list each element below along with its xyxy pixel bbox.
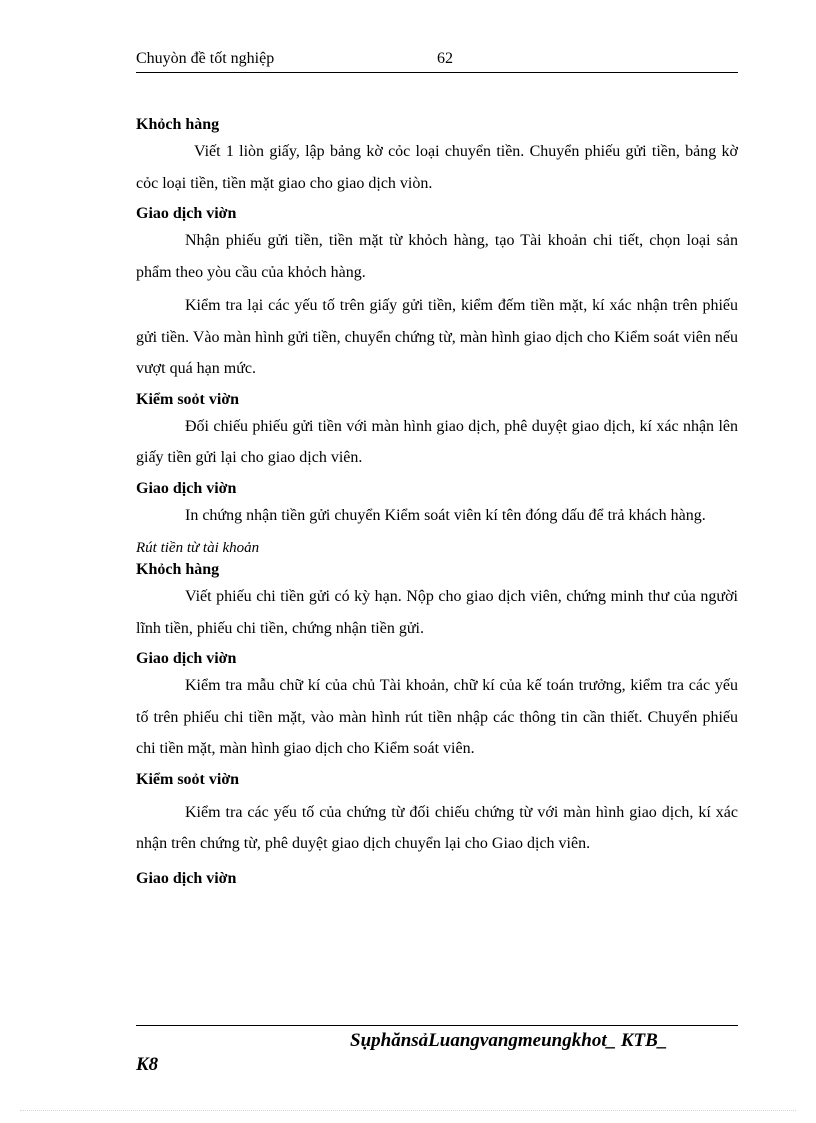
page-edge-dotted-line [20, 1110, 796, 1111]
body-paragraph: Kiểm tra lại các yếu tố trên giấy gửi tiền, kiểm đếm tiền mặt, kí xác nhận trên phiếu gửi tiền. Vào màn hình gửi tiền, chuyển chứng từ, màn hình giao dịch cho Kiểm soát viên nếu vượt quá hạn mức. [136, 297, 738, 377]
footer-author: SụphănsảLuangvangmeungkhot_ KTB_ [350, 1030, 668, 1051]
role-heading: Giao dịch viờn [136, 479, 237, 497]
role-heading: Giao dịch viờn [136, 650, 237, 667]
section-title: Rút tiền từ tài khoản [136, 540, 260, 556]
role-heading: Giao dịch viờn [136, 205, 237, 222]
body-paragraph: Đối chiếu phiếu gửi tiền với màn hình giao dịch, phê duyệt giao dịch, kí xác nhận lên giấy tiền gửi lại cho giao dịch viên. [136, 417, 738, 466]
document-title: Chuyòn đề tốt nghiệp [136, 50, 275, 67]
body-paragraph: Kiểm tra các yếu tố của chứng từ đối chiếu chứng từ với màn hình giao dịch, kí xác nhận trên chứng từ, phê duyệt giao dịch chuyển lại cho Giao dịch viên. [136, 803, 738, 852]
role-heading: Kiểm soỏt viờn [136, 390, 240, 408]
role-heading: Kiểm soỏt viờn [136, 770, 240, 788]
role-heading: Khỏch hàng [136, 561, 220, 578]
footer-class: K8 [136, 1054, 159, 1075]
role-heading: Khỏch hàng [136, 116, 220, 133]
page-body [136, 114, 738, 890]
body-paragraph: Viết phiếu chi tiền gửi có kỳ hạn. Nộp cho giao dịch viên, chứng minh thư của người lĩnh tiền, phiếu chi tiền, chứng nhận tiền gửi. [136, 588, 738, 637]
body-paragraph: Viết 1 liòn giấy, lập bảng kờ cỏc loại chuyển tiền. Chuyển phiếu gửi tiền, bảng kờ cỏc loại tiền, tiền mặt giao cho giao dịch viòn. [136, 143, 738, 192]
page-number: 62 [437, 50, 453, 67]
page-header [136, 50, 738, 73]
body-paragraph: In chứng nhận tiền gửi chuyển Kiểm soát viên kí tên đóng dấu để trả khách hàng. [185, 506, 706, 524]
role-heading: Giao dịch viờn [136, 869, 237, 887]
body-paragraph: Kiểm tra mẫu chữ kí của chủ Tài khoản, chữ kí của kế toán trưởng, kiểm tra các yếu tố trên phiếu chi tiền mặt, vào màn hình rút tiền nhập các thông tin cần thiết. Chuyển phiếu chi tiền mặt, màn hình giao dịch cho Kiểm soát viên. [136, 677, 738, 757]
body-paragraph: Nhận phiếu gửi tiền, tiền mặt từ khỏch hàng, tạo Tài khoản chi tiết, chọn loại sản phẩm theo yòu cầu của khỏch hàng. [136, 232, 738, 281]
footer-rule [136, 1025, 738, 1026]
